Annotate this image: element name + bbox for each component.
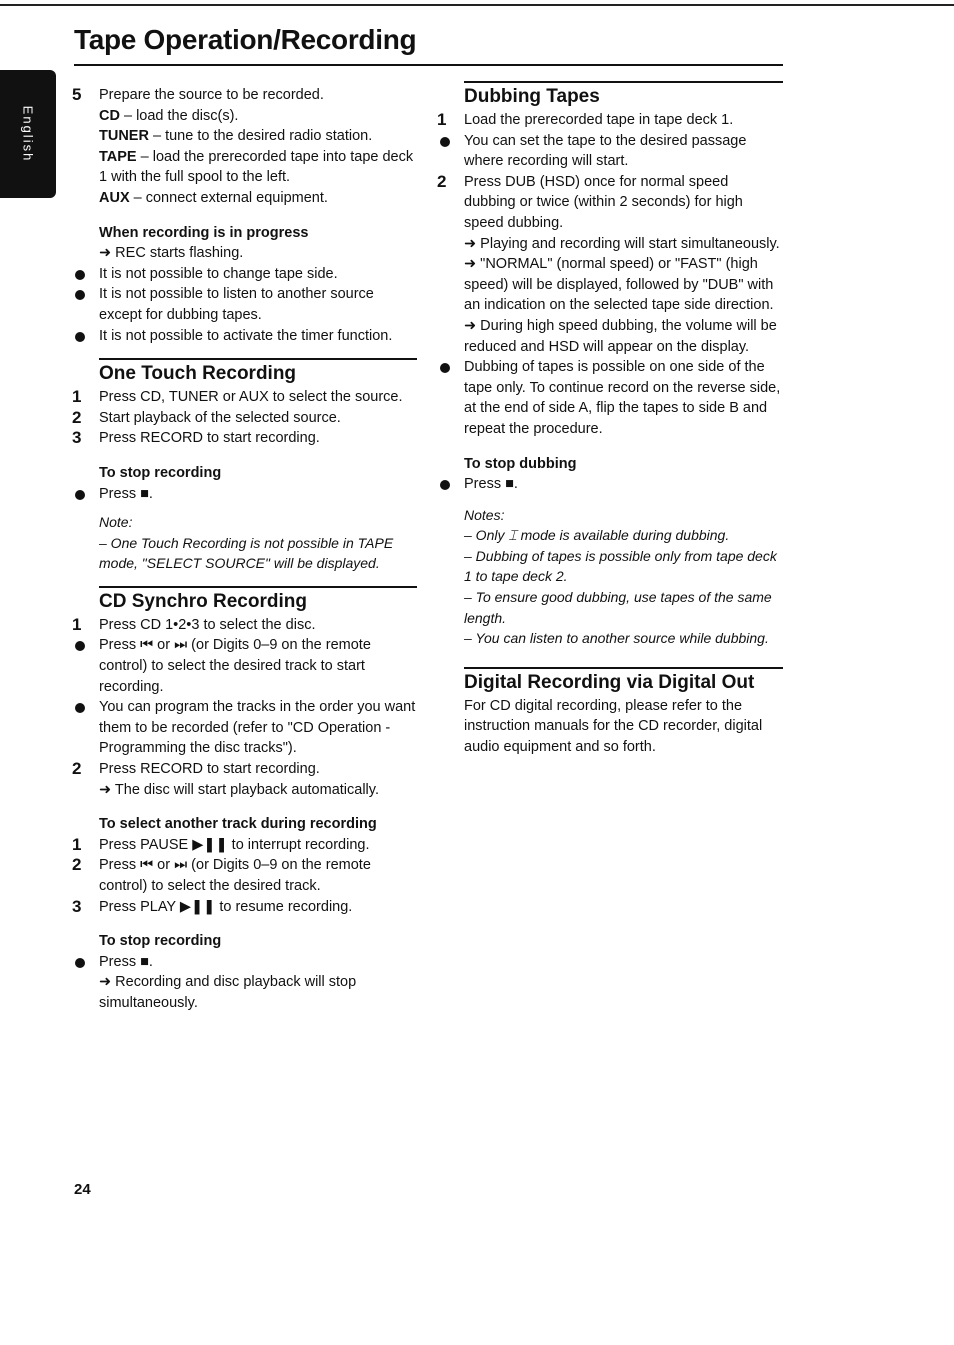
language-tab-label: English: [20, 105, 36, 163]
step-text: Load the prerecorded tape in tape deck 1.: [464, 112, 734, 128]
step-text: Press RECORD to start recording.: [99, 430, 320, 447]
tape-label: TAPE: [99, 148, 137, 165]
bullet-text: It is not possible to change tape side.: [99, 265, 338, 282]
aux-label: AUX: [99, 189, 130, 206]
section-rule: [464, 667, 783, 669]
step-number: 1: [72, 387, 82, 407]
note-label: Note:: [99, 514, 133, 531]
progress-arrow: ➜ REC starts flashing.: [99, 245, 244, 262]
bullet-text: Press ■.: [99, 485, 153, 502]
bullet-text: Press ⏮ or ⏭ (or Digits 0–9 on the remote control) to select the desired track to start recording.: [99, 637, 371, 695]
list-item: [72, 284, 417, 325]
note-text: – One Touch Recording is not possible in TAPE mode, "SELECT SOURCE" will be displayed.: [99, 534, 394, 572]
section-rule: [464, 81, 783, 83]
list-item: [72, 408, 417, 429]
step-number: 1: [72, 614, 82, 634]
step-number: 1: [437, 110, 447, 129]
step-number: 2: [72, 759, 82, 779]
step-5: [72, 85, 417, 209]
note-text: – To ensure good dubbing, use tapes of the same length.: [464, 589, 772, 626]
list-item: [72, 484, 417, 505]
step-number: 2: [437, 171, 447, 191]
step-number: 2: [72, 407, 82, 427]
bullet-text: You can set the tape to the desired passage where recording will start.: [464, 132, 747, 170]
section-rule: [99, 358, 417, 360]
step-text: Press PAUSE ▶❚❚ to interrupt recording.: [99, 836, 370, 853]
list-item: [72, 635, 417, 697]
step-text: Press CD, TUNER or AUX to select the source.: [99, 389, 403, 406]
bullet-icon: [75, 270, 85, 280]
left-column: [72, 85, 417, 1014]
step-text: Press ⏮ or ⏭ (or Digits 0–9 on the remote control) to select the desired track.: [99, 857, 371, 894]
stop-dubbing-heading: To stop dubbing: [464, 455, 577, 472]
bullet-icon: [75, 703, 85, 713]
tape-line: [99, 147, 417, 188]
list-item: [72, 326, 417, 347]
bullet-text: Press ■.: [99, 953, 153, 970]
tuner-text: – tune to the desired radio station.: [148, 128, 373, 145]
bullet-text: It is not possible to activate the timer function.: [99, 327, 393, 344]
list-item: [72, 697, 417, 759]
step-number: 1: [72, 834, 82, 854]
tuner-line: [99, 126, 417, 147]
step-text: Press DUB (HSD) once for normal speed dubbing or twice (within 2 seconds) for high speed dubbing.: [464, 173, 743, 231]
bullet-icon: [75, 958, 85, 968]
list-item: [72, 759, 417, 800]
step-text: Start playback of the selected source.: [99, 409, 341, 426]
progress-block: [72, 223, 417, 264]
cd-text: – load the disc(s).: [119, 107, 239, 124]
bullet-icon: [75, 641, 85, 651]
bullet-text: You can program the tracks in the order you want them to be recorded (refer to "CD Operation - Programming the disc tracks").: [99, 699, 416, 757]
cd-synchro-heading: CD Synchro Recording: [99, 590, 307, 612]
list-item: [437, 172, 783, 357]
list-item: [72, 615, 417, 636]
progress-heading: When recording is in progress: [99, 224, 309, 241]
step-number: 5: [72, 85, 82, 104]
bullet-icon: [440, 480, 450, 490]
bullet-icon: [75, 332, 85, 342]
list-item: [437, 357, 783, 439]
note-text: – You can listen to another source while dubbing.: [464, 630, 769, 647]
list-item: [437, 110, 783, 131]
list-item: [72, 952, 417, 1014]
arrow-text: ➜ During high speed dubbing, the volume will be reduced and HSD will appear on the display.: [464, 317, 777, 355]
stop-recording-heading: To stop recording: [99, 464, 222, 481]
note-text: – Dubbing of tapes is possible only from tape deck 1 to tape deck 2.: [464, 547, 777, 585]
step-text: Prepare the source to be recorded.: [99, 87, 324, 103]
step-number: 2: [72, 855, 82, 875]
note-text: – Only ⌶ mode is available during dubbing.: [464, 527, 730, 544]
list-item: [72, 387, 417, 408]
bullet-text: It is not possible to listen to another source except for dubbing tapes.: [99, 286, 374, 323]
select-track-heading: To select another track during recording: [99, 816, 377, 833]
tuner-label: TUNER: [99, 128, 149, 145]
section-rule: [99, 586, 417, 588]
list-item: [72, 897, 417, 918]
bullet-text: Press ■.: [464, 476, 518, 493]
stop-recording-heading-2: To stop recording: [99, 933, 222, 950]
bullet-icon: [75, 490, 85, 500]
right-column: [437, 72, 783, 758]
list-item: [72, 428, 417, 449]
tape-text: – load the prerecorded tape into tape deck 1 with the full spool to the left.: [99, 148, 414, 186]
bullet-icon: [440, 363, 450, 373]
arrow-text: ➜ The disc will start playback automatically.: [99, 781, 379, 798]
step-text: Press CD 1•2•3 to select the disc.: [99, 616, 316, 633]
arrow-text: ➜ "NORMAL" (normal speed) or "FAST" (high speed) will be displayed, followed by "DUB" with an indication on the selected tape side direction.: [464, 256, 774, 314]
bullet-icon: [75, 290, 85, 300]
arrow-text: ➜ Playing and recording will start simultaneously.: [464, 235, 780, 252]
notes-label: Notes:: [464, 506, 505, 523]
list-item: [437, 474, 783, 495]
aux-line: [99, 188, 417, 209]
step-text: Press RECORD to start recording.: [99, 761, 320, 778]
step-number: 3: [72, 428, 82, 448]
language-tab: [0, 70, 56, 198]
list-item: [72, 835, 417, 856]
dubbing-heading: Dubbing Tapes: [464, 86, 600, 107]
top-border: [0, 4, 954, 6]
step-number: 3: [72, 896, 82, 916]
digital-recording-text: For CD digital recording, please refer to the instruction manuals for the CD recorder, digital audio equipment and so forth.: [464, 697, 763, 756]
step-text: Press PLAY ▶❚❚ to resume recording.: [99, 898, 353, 915]
digital-recording-heading: Digital Recording via Digital Out: [464, 671, 755, 693]
page-number: 24: [74, 1181, 91, 1198]
one-touch-heading: One Touch Recording: [99, 363, 297, 385]
page-title: Tape Operation/Recording: [74, 24, 417, 55]
bullet-icon: [440, 137, 450, 147]
list-item: [72, 264, 417, 285]
cd-label: CD: [99, 107, 120, 124]
list-item: [437, 131, 783, 172]
list-item: [72, 855, 417, 896]
cd-line: [99, 106, 417, 127]
arrow-text: ➜ Recording and disc playback will stop simultaneously.: [99, 974, 357, 1011]
bullet-text: Dubbing of tapes is possible on one side of the tape only. To continue record on the reverse side, at the end of side A, flip the tapes to side B and repeat the procedure.: [464, 359, 781, 437]
title-rule: [74, 64, 783, 66]
aux-text: – connect external equipment.: [129, 189, 328, 206]
